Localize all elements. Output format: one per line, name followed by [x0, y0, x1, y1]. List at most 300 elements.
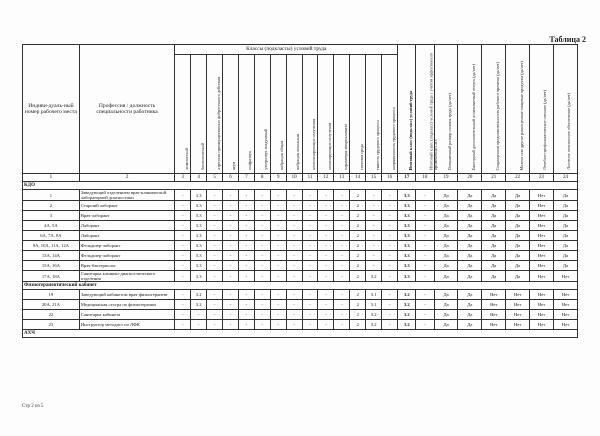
table-cell: - [191, 320, 207, 330]
table-cell: - [223, 320, 239, 330]
page-footer: Стр 2 из 5 [22, 404, 44, 409]
header-factor-label: шум [231, 162, 237, 170]
table-cell: 3.3 [398, 231, 416, 241]
table-cell: 3.3 [398, 201, 416, 211]
table-cell: - [334, 261, 350, 271]
column-number: 23 [530, 174, 554, 182]
table-cell: 3.2 [366, 320, 382, 330]
table-cell: - [207, 241, 223, 251]
table-cell: - [207, 221, 223, 231]
table-cell: 2 [350, 310, 366, 320]
table-cell: 3.3 [191, 261, 207, 271]
table-cell: - [238, 251, 254, 261]
table-cell: - [175, 320, 191, 330]
header-extra-label: Молоко или другие равноценные пищевые продукты (да/нет) [518, 60, 524, 170]
table-cell: Да [553, 201, 577, 211]
table-cell: Да [506, 271, 530, 282]
header-extra-5 [506, 45, 530, 174]
table-cell: - [382, 271, 398, 282]
table-cell: Да [482, 211, 506, 221]
table-cell: Да [482, 190, 506, 201]
table-cell: - [382, 231, 398, 241]
profession-name: Фельдшер-лаборант [79, 241, 174, 251]
table-cell: - [175, 241, 191, 251]
table-cell: Да [458, 310, 482, 320]
table-cell: Да [506, 211, 530, 221]
table-cell: - [286, 190, 302, 201]
table-cell: - [318, 231, 334, 241]
table-cell: - [286, 251, 302, 261]
table-cell: - [302, 190, 318, 201]
table-row [23, 251, 578, 261]
table-cell: - [366, 190, 382, 201]
table-cell: - [416, 211, 434, 221]
header-factor-label: вибрация локальная [295, 134, 301, 170]
column-number: 20 [458, 174, 482, 182]
header-factor-9 [318, 55, 334, 174]
profession-name: Лаборант [79, 221, 174, 231]
table-cell: - [302, 320, 318, 330]
section-title: КДО [23, 182, 578, 190]
table-cell: - [207, 290, 223, 300]
table-cell: 2 [350, 190, 366, 201]
table-cell: - [286, 320, 302, 330]
table-cell: Да [434, 241, 458, 251]
table-row [23, 241, 578, 251]
table-cell: 2 [350, 271, 366, 282]
table-cell: - [175, 271, 191, 282]
table-cell: - [416, 221, 434, 231]
table-cell: - [223, 251, 239, 261]
column-number: 2 [79, 174, 174, 182]
table-cell: - [334, 251, 350, 261]
table-cell: Да [458, 271, 482, 282]
table-cell: Да [482, 261, 506, 271]
table-cell: Да [553, 231, 577, 241]
table-cell: - [382, 201, 398, 211]
table-cell: - [254, 201, 270, 211]
table-cell: - [334, 190, 350, 201]
header-factor-6 [270, 55, 286, 174]
header-factor-13 [382, 55, 398, 174]
table-cell: - [270, 190, 286, 201]
table-cell: 3.2 [366, 271, 382, 282]
table-cell: - [382, 241, 398, 251]
table-cell: Да [434, 290, 458, 300]
table-cell: - [318, 211, 334, 221]
workplace-number: 20А, 21А [23, 300, 80, 310]
table-cell: - [286, 310, 302, 320]
header-factor-12 [366, 55, 382, 174]
table-cell: - [334, 211, 350, 221]
table-cell: - [302, 300, 318, 310]
table-cell: - [318, 241, 334, 251]
table-cell: 3.3 [398, 221, 416, 231]
table-cell: - [238, 221, 254, 231]
table-cell: 2 [350, 241, 366, 251]
table-cell: Да [434, 190, 458, 201]
table-cell: - [238, 211, 254, 221]
table-cell: - [175, 221, 191, 231]
column-number: 16 [382, 174, 398, 182]
table-cell: Нет [530, 271, 554, 282]
table-row [23, 300, 578, 310]
table-cell: Да [458, 211, 482, 221]
section-title: АХЧ [23, 330, 578, 338]
table-row [23, 310, 578, 320]
header-factor-label: биологический [199, 143, 205, 170]
column-number: 18 [416, 174, 434, 182]
table-cell: - [382, 190, 398, 201]
table-cell: 3.3 [398, 241, 416, 251]
table-cell: - [270, 251, 286, 261]
table-cell: 2 [350, 231, 366, 241]
table-cell: - [238, 300, 254, 310]
table-cell: - [207, 300, 223, 310]
table-cell: - [382, 261, 398, 271]
header-factor-8 [302, 55, 318, 174]
table-cell: - [270, 261, 286, 271]
table-cell: - [302, 221, 318, 231]
table-cell: - [366, 251, 382, 261]
table-cell: - [223, 221, 239, 231]
table-cell: - [302, 261, 318, 271]
table-cell: Да [434, 300, 458, 310]
table-cell: 3.2 [366, 310, 382, 320]
table-cell: Да [458, 290, 482, 300]
header-factor-5 [254, 55, 270, 174]
table-cell: Да [458, 190, 482, 201]
table-cell: 3.2 [398, 290, 416, 300]
profession-name: Медицинская сестра по физиотерапии [79, 300, 174, 310]
header-extra-label: Повышенный размер оплаты труда (да/нет) [447, 92, 453, 170]
header-factor-1 [191, 55, 207, 174]
table-cell: 3.3 [398, 271, 416, 282]
table-cell: - [223, 201, 239, 211]
table-cell: - [382, 290, 398, 300]
table-cell: Да [458, 241, 482, 251]
table-cell: - [175, 290, 191, 300]
header-extra-7 [553, 45, 577, 174]
workplace-number: 2 [23, 201, 80, 211]
table-cell: - [238, 190, 254, 201]
table-cell: 3.3 [191, 241, 207, 251]
profession-name: Старший лаборант [79, 201, 174, 211]
table-cell: - [175, 300, 191, 310]
header-factor-label: напряженность трудового процесса [390, 106, 396, 170]
profession-name: Фельдшер-лаборант [79, 251, 174, 261]
table-cell: Нет [530, 221, 554, 231]
column-number: 24 [553, 174, 577, 182]
table-cell: - [334, 231, 350, 241]
table-cell: Да [506, 190, 530, 201]
table-cell: - [366, 201, 382, 211]
table-cell: - [254, 271, 270, 282]
table-cell: - [366, 221, 382, 231]
table-cell: - [223, 231, 239, 241]
table-cell: - [286, 290, 302, 300]
table-cell: Да [506, 251, 530, 261]
table-cell: - [302, 201, 318, 211]
table-cell: - [334, 221, 350, 231]
table-row [23, 261, 578, 271]
table-row [23, 190, 578, 201]
column-number: 7 [238, 174, 254, 182]
table-cell: - [416, 251, 434, 261]
header-factor-label: световая среда [358, 143, 364, 170]
table-cell: Нет [553, 310, 577, 320]
table-cell: - [270, 300, 286, 310]
header-extra-label: Сокращенная продолжительность рабочего времени (да/нет) [494, 61, 500, 170]
table-cell: 2 [350, 261, 366, 271]
table-cell: Да [553, 221, 577, 231]
table-cell: - [223, 271, 239, 282]
profession-name: Лаборант [79, 231, 174, 241]
column-number: 8 [254, 174, 270, 182]
table-cell: - [334, 290, 350, 300]
table-cell: - [254, 290, 270, 300]
table-cell: Да [553, 241, 577, 251]
table-cell: Нет [553, 271, 577, 282]
table-cell: Да [434, 261, 458, 271]
table-cell: - [270, 201, 286, 211]
table-cell: Нет [553, 290, 577, 300]
profession-name: Санитарка клинико-диагностического отделения [79, 271, 174, 282]
column-number: 3 [175, 174, 191, 182]
table-cell: Да [506, 201, 530, 211]
profession-name: Врач-бактериолог [79, 261, 174, 271]
column-number: 12 [318, 174, 334, 182]
table-cell: - [334, 201, 350, 211]
header-extra-6 [530, 45, 554, 174]
table-cell: - [270, 320, 286, 330]
table-cell: - [286, 261, 302, 271]
table-cell: - [207, 190, 223, 201]
table-cell: - [334, 241, 350, 251]
table-cell: Нет [530, 320, 554, 330]
column-number: 4 [191, 174, 207, 182]
table-cell: - [175, 261, 191, 271]
table-cell: - [270, 310, 286, 320]
table-cell: - [416, 271, 434, 282]
table-cell: Нет [530, 211, 554, 221]
table-cell: Да [434, 201, 458, 211]
table-cell: - [366, 231, 382, 241]
table-cell: Нет [482, 320, 506, 330]
table-cell: Нет [553, 300, 577, 310]
table-caption: Таблица 2 [549, 35, 586, 44]
workplace-number: 15А, 16А [23, 261, 80, 271]
column-number: 22 [506, 174, 530, 182]
header-extra-2 [434, 45, 458, 174]
column-number: 15 [366, 174, 382, 182]
table-cell: - [207, 231, 223, 241]
table-cell: - [318, 251, 334, 261]
table-cell: - [254, 190, 270, 201]
table-cell: 3.2 [398, 310, 416, 320]
table-cell: - [207, 261, 223, 271]
workplace-number: 6А, 7А, 8А [23, 231, 80, 241]
table-cell: - [416, 241, 434, 251]
header-factor-label: тяжесть трудового процесса [374, 119, 380, 170]
table-cell: - [270, 290, 286, 300]
table-cell: Да [553, 251, 577, 261]
table-cell: - [318, 221, 334, 231]
table-cell: - [318, 201, 334, 211]
table-cell: Да [482, 221, 506, 231]
table-cell: Да [553, 190, 577, 201]
table-cell: - [286, 271, 302, 282]
table-cell: Да [458, 261, 482, 271]
table-row [23, 211, 578, 221]
table-cell: - [366, 241, 382, 251]
header-extra-1 [416, 45, 438, 174]
header-factor-label: неионизирующие излучения [311, 119, 317, 170]
column-number: 21 [482, 174, 506, 182]
table-cell: - [366, 261, 382, 271]
table-cell: - [175, 310, 191, 320]
table-cell: Нет [530, 241, 554, 251]
table-cell: Да [458, 221, 482, 231]
table-cell: Нет [506, 290, 530, 300]
table-cell: - [382, 251, 398, 261]
table-cell: Да [506, 241, 530, 251]
table-cell: - [254, 300, 270, 310]
table-cell: - [207, 201, 223, 211]
table-cell: Да [482, 271, 506, 282]
header-classes-title: Классы (подклассы) условий труда [175, 45, 398, 55]
table-cell: Да [458, 300, 482, 310]
table-cell: Да [458, 231, 482, 241]
table-cell: - [254, 251, 270, 261]
table-cell: Да [553, 211, 577, 221]
table-cell: - [382, 320, 398, 330]
table-cell: Нет [530, 251, 554, 261]
header-factor-11 [350, 55, 366, 174]
header-factor-label: ультразвук воздушный [263, 129, 269, 170]
table-cell: - [254, 221, 270, 231]
table-cell: - [382, 221, 398, 231]
table-cell: - [318, 261, 334, 271]
header-factor-label: аэрозоли преимущественно фиброгенного действия [215, 77, 221, 170]
profession-name: Заведующий кабинетом врач-физиотерапевт [79, 290, 174, 300]
table-cell: - [207, 251, 223, 261]
table-cell: Нет [553, 320, 577, 330]
workplace-number: 3 [23, 211, 80, 221]
header-row [23, 45, 578, 55]
table-cell: - [334, 300, 350, 310]
table-cell: Да [482, 251, 506, 261]
table-row [23, 320, 578, 330]
table-cell: - [334, 320, 350, 330]
header-factor-label: химический [183, 148, 189, 170]
header-extra-0 [398, 45, 416, 174]
table-cell: - [270, 231, 286, 241]
workplace-number: 23 [23, 320, 80, 330]
table-cell: - [175, 211, 191, 221]
table-cell: Да [506, 261, 530, 271]
table-cell: - [223, 211, 239, 221]
table-cell: 3.3 [191, 271, 207, 282]
table-cell: 2 [350, 290, 366, 300]
table-cell: - [270, 221, 286, 231]
profession-name: Врач-лаборант [79, 211, 174, 221]
table-cell: - [318, 290, 334, 300]
table-cell: - [175, 190, 191, 201]
column-number: 14 [350, 174, 366, 182]
table-cell: 3.1 [366, 290, 382, 300]
table-cell: - [286, 231, 302, 241]
table-cell: Да [458, 251, 482, 261]
table-cell: - [302, 271, 318, 282]
header-factor-10 [334, 55, 350, 174]
table-cell: - [223, 190, 239, 201]
header-extra-4 [482, 45, 506, 174]
table-cell: - [302, 310, 318, 320]
table-cell: Нет [530, 201, 554, 211]
table-cell: - [223, 300, 239, 310]
workplace-number: 19 [23, 290, 80, 300]
table-cell: 2 [350, 320, 366, 330]
table-cell: Нет [530, 290, 554, 300]
table-cell: - [286, 300, 302, 310]
table-cell: - [286, 211, 302, 221]
table-cell: - [223, 310, 239, 320]
table-cell: - [238, 290, 254, 300]
table-cell: Да [434, 231, 458, 241]
table-row [23, 221, 578, 231]
table-cell: 3.2 [191, 290, 207, 300]
profession-name: Санитарка кабинета [79, 310, 174, 320]
table-cell: - [382, 211, 398, 221]
header-extra-label: Ежегодный дополнительный оплачиваемый отпуск (да/нет) [471, 63, 477, 170]
table-cell: - [254, 310, 270, 320]
header-extra-label: Лечебно-профилактическое питание (да/нет) [542, 89, 548, 170]
table-cell: - [302, 251, 318, 261]
table-cell: - [302, 231, 318, 241]
table-cell: Да [434, 211, 458, 221]
table-cell: - [238, 231, 254, 241]
table-cell: Нет [482, 300, 506, 310]
table-row [23, 201, 578, 211]
header-profession: Профессия / должность специальности работника [79, 45, 174, 174]
table-cell: - [318, 190, 334, 201]
table-cell: - [270, 211, 286, 221]
table-cell: - [238, 261, 254, 271]
table-cell: - [302, 241, 318, 251]
table-cell: Да [434, 320, 458, 330]
table-cell: Да [434, 310, 458, 320]
table-cell: - [270, 241, 286, 251]
header-factor-4 [238, 55, 254, 174]
table-cell: - [382, 300, 398, 310]
header-factor-label: инфразвук [247, 151, 253, 170]
workplace-number: 4А, 5А [23, 221, 80, 231]
table-cell: - [416, 300, 434, 310]
table-cell: - [207, 271, 223, 282]
table-cell: 3.3 [191, 201, 207, 211]
table-cell: - [238, 241, 254, 251]
table-row [23, 290, 578, 300]
table-cell: Нет [506, 300, 530, 310]
table-cell: Нет [530, 190, 554, 201]
table-cell: Нет [482, 310, 506, 320]
column-number: 10 [286, 174, 302, 182]
header-factor-2 [207, 55, 223, 174]
table-cell: Да [458, 201, 482, 211]
header-extra-label: Итоговый класс (подкласс) условий труда [408, 90, 414, 170]
table-cell: - [416, 261, 434, 271]
